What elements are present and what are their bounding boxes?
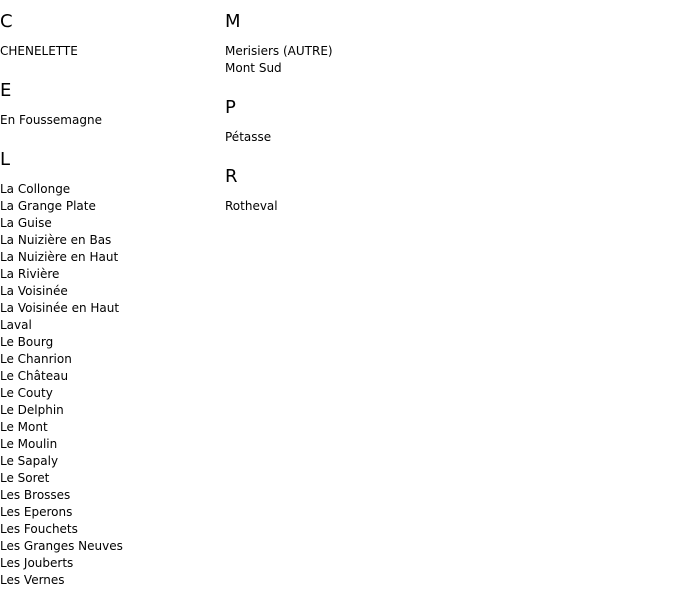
place-item-le-moulin[interactable]: Le Moulin xyxy=(0,437,58,451)
place-item-la-nuiziere-en-bas[interactable]: La Nuizière en Bas xyxy=(0,233,112,247)
place-item-en-foussemagne[interactable]: En Foussemagne xyxy=(0,113,102,127)
letter-group-m xyxy=(225,11,525,77)
place-item-les-vernes[interactable]: Les Vernes xyxy=(0,573,65,587)
place-item-merisiers-autre[interactable]: Merisiers (AUTRE) xyxy=(225,44,333,58)
place-list xyxy=(225,43,525,77)
section-letter-heading: L xyxy=(0,149,11,170)
place-item-les-eperons[interactable]: Les Eperons xyxy=(0,505,73,519)
place-item-la-collonge[interactable]: La Collonge xyxy=(0,182,71,196)
place-item-petasse[interactable]: Pétasse xyxy=(225,130,272,144)
place-item-la-voisinee-en-haut[interactable]: La Voisinée en Haut xyxy=(0,301,120,315)
letter-group-e xyxy=(0,80,220,129)
place-item-le-chanrion[interactable]: Le Chanrion xyxy=(0,352,72,366)
place-item-mont-sud[interactable]: Mont Sud xyxy=(225,61,282,75)
place-item-rotheval[interactable]: Rotheval xyxy=(225,199,278,213)
left-column xyxy=(0,0,220,609)
place-item-le-delphin[interactable]: Le Delphin xyxy=(0,403,64,417)
section-letter-heading: E xyxy=(0,80,12,101)
place-item-le-mont[interactable]: Le Mont xyxy=(0,420,48,434)
letter-group-c xyxy=(0,11,220,60)
place-item-le-chateau[interactable]: Le Château xyxy=(0,369,69,383)
place-item-les-brosses[interactable]: Les Brosses xyxy=(0,488,71,502)
right-column xyxy=(225,0,525,235)
place-item-les-fouchets[interactable]: Les Fouchets xyxy=(0,522,78,536)
place-item-laval[interactable]: Laval xyxy=(0,318,32,332)
letter-group-l xyxy=(0,149,220,589)
place-item-la-nuiziere-en-haut[interactable]: La Nuizière en Haut xyxy=(0,250,119,264)
place-list xyxy=(225,198,525,215)
place-list xyxy=(225,129,525,146)
place-item-la-riviere[interactable]: La Rivière xyxy=(0,267,60,281)
section-letter-heading: R xyxy=(225,166,238,187)
place-item-le-soret[interactable]: Le Soret xyxy=(0,471,50,485)
letter-group-r xyxy=(225,166,525,215)
place-item-les-jouberts[interactable]: Les Jouberts xyxy=(0,556,74,570)
place-item-la-grange-plate[interactable]: La Grange Plate xyxy=(0,199,96,213)
place-list xyxy=(0,112,220,129)
place-item-chenelette[interactable]: CHENELETTE xyxy=(0,44,78,58)
section-letter-heading: C xyxy=(0,11,13,32)
section-letter-heading: M xyxy=(225,11,241,32)
letter-group-p xyxy=(225,97,525,146)
place-item-la-guise[interactable]: La Guise xyxy=(0,216,52,230)
place-item-les-granges-neuves[interactable]: Les Granges Neuves xyxy=(0,539,123,553)
place-item-le-sapaly[interactable]: Le Sapaly xyxy=(0,454,59,468)
place-item-le-bourg[interactable]: Le Bourg xyxy=(0,335,54,349)
section-letter-heading: P xyxy=(225,97,236,118)
place-item-le-couty[interactable]: Le Couty xyxy=(0,386,53,400)
place-list xyxy=(0,181,220,589)
place-item-la-voisinee[interactable]: La Voisinée xyxy=(0,284,68,298)
place-list xyxy=(0,43,220,60)
